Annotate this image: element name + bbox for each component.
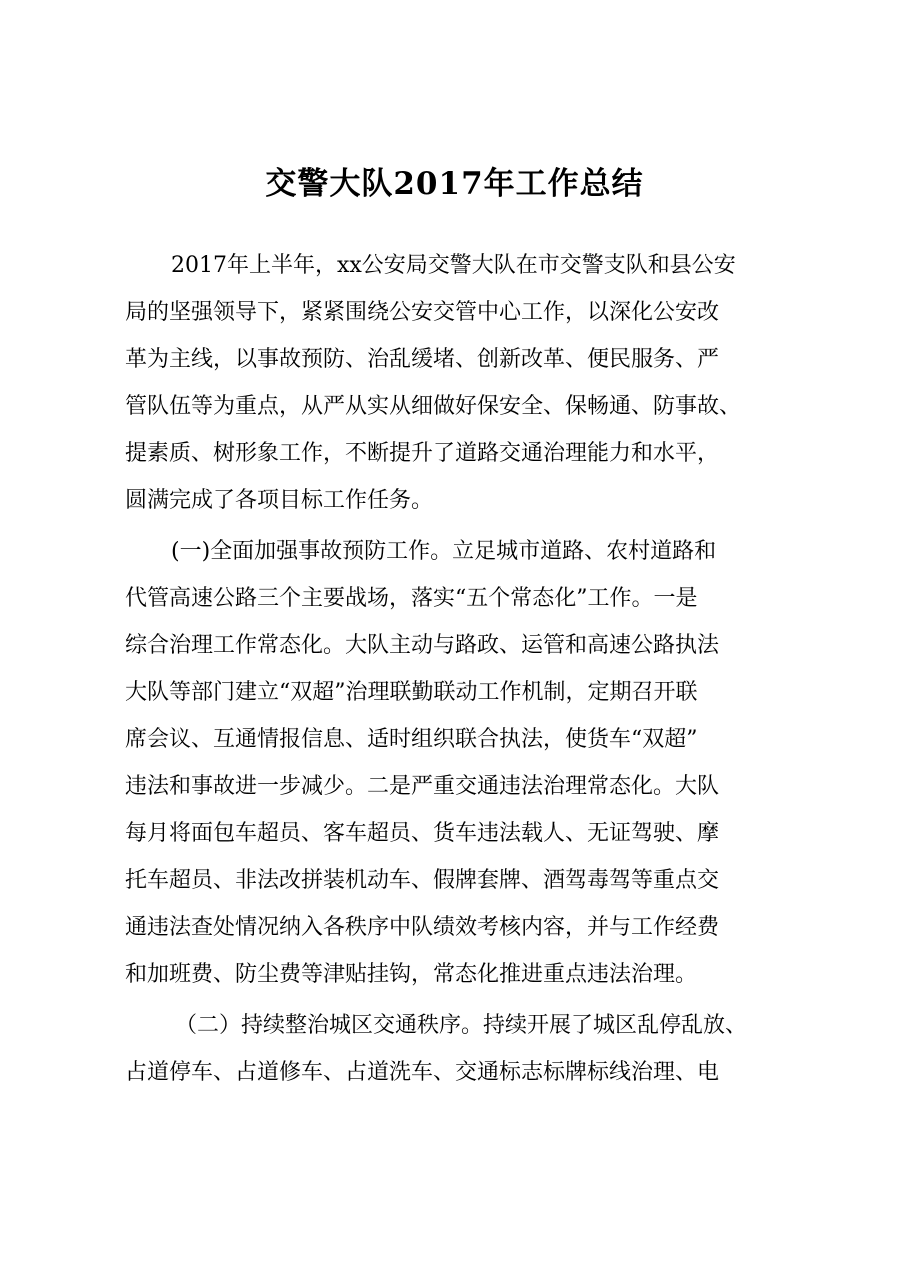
text-line: 托车超员、非法改拼装机动车、假牌套牌、酒驾毒驾等重点交 (125, 868, 720, 893)
text-line: 革为主线，以事故预防、治乱缓堵、创新改革、便民服务、严 (125, 347, 720, 372)
text-line: 通违法查处情况纳入各秩序中队绩效考核内容，并与工作经费 (125, 915, 720, 940)
text-line: 每月将面包车超员、客车超员、货车违法载人、无证驾驶、摩 (125, 821, 720, 846)
text-line: 圆满完成了各项目标工作任务。 (125, 488, 434, 513)
text-line: 2017年上半年，xx公安局交警大队在市交警支队和县公安 (171, 253, 736, 278)
text-line: 提素质、树形象工作，不断提升了道路交通治理能力和水平， (125, 441, 720, 466)
text-line: 占道停车、占道修车、占道洗车、交通标志标牌标线治理、电 (125, 1060, 720, 1085)
document-title: 交警大队2017年工作总结 (265, 166, 644, 202)
text-line: 席会议、互通情报信息、适时组织联合执法，使货车“双超” (125, 727, 698, 752)
text-line: 大队等部门建立“双超”治理联勤联动工作机制，定期召开联 (125, 680, 698, 705)
text-line: (一)全面加强事故预防工作。立足城市道路、农村道路和 (171, 539, 717, 564)
text-line: （二）持续整治城区交通秩序。持续开展了城区乱停乱放、 (175, 1013, 748, 1038)
text-line: 综合治理工作常态化。大队主动与路政、运管和高速公路执法 (125, 633, 720, 658)
paragraph-intro (125, 242, 810, 524)
text-line: 和加班费、防尘费等津贴挂钩，常态化推进重点违法治理。 (125, 962, 698, 987)
paragraph-accident-prevention (125, 528, 810, 998)
document-body (125, 242, 810, 1097)
paragraph-traffic-order (125, 1002, 810, 1096)
text-line: 局的坚强领导下，紧紧围绕公安交管中心工作，以深化公安改 (125, 300, 720, 325)
text-line: 违法和事故进一步减少。二是严重交通违法治理常态化。大队 (125, 774, 720, 799)
text-line: 代管高速公路三个主要战场，落实“五个常态化”工作。一是 (125, 586, 698, 611)
text-line: 管队伍等为重点，从严从实从细做好保安全、保畅通、防事故、 (125, 394, 742, 419)
